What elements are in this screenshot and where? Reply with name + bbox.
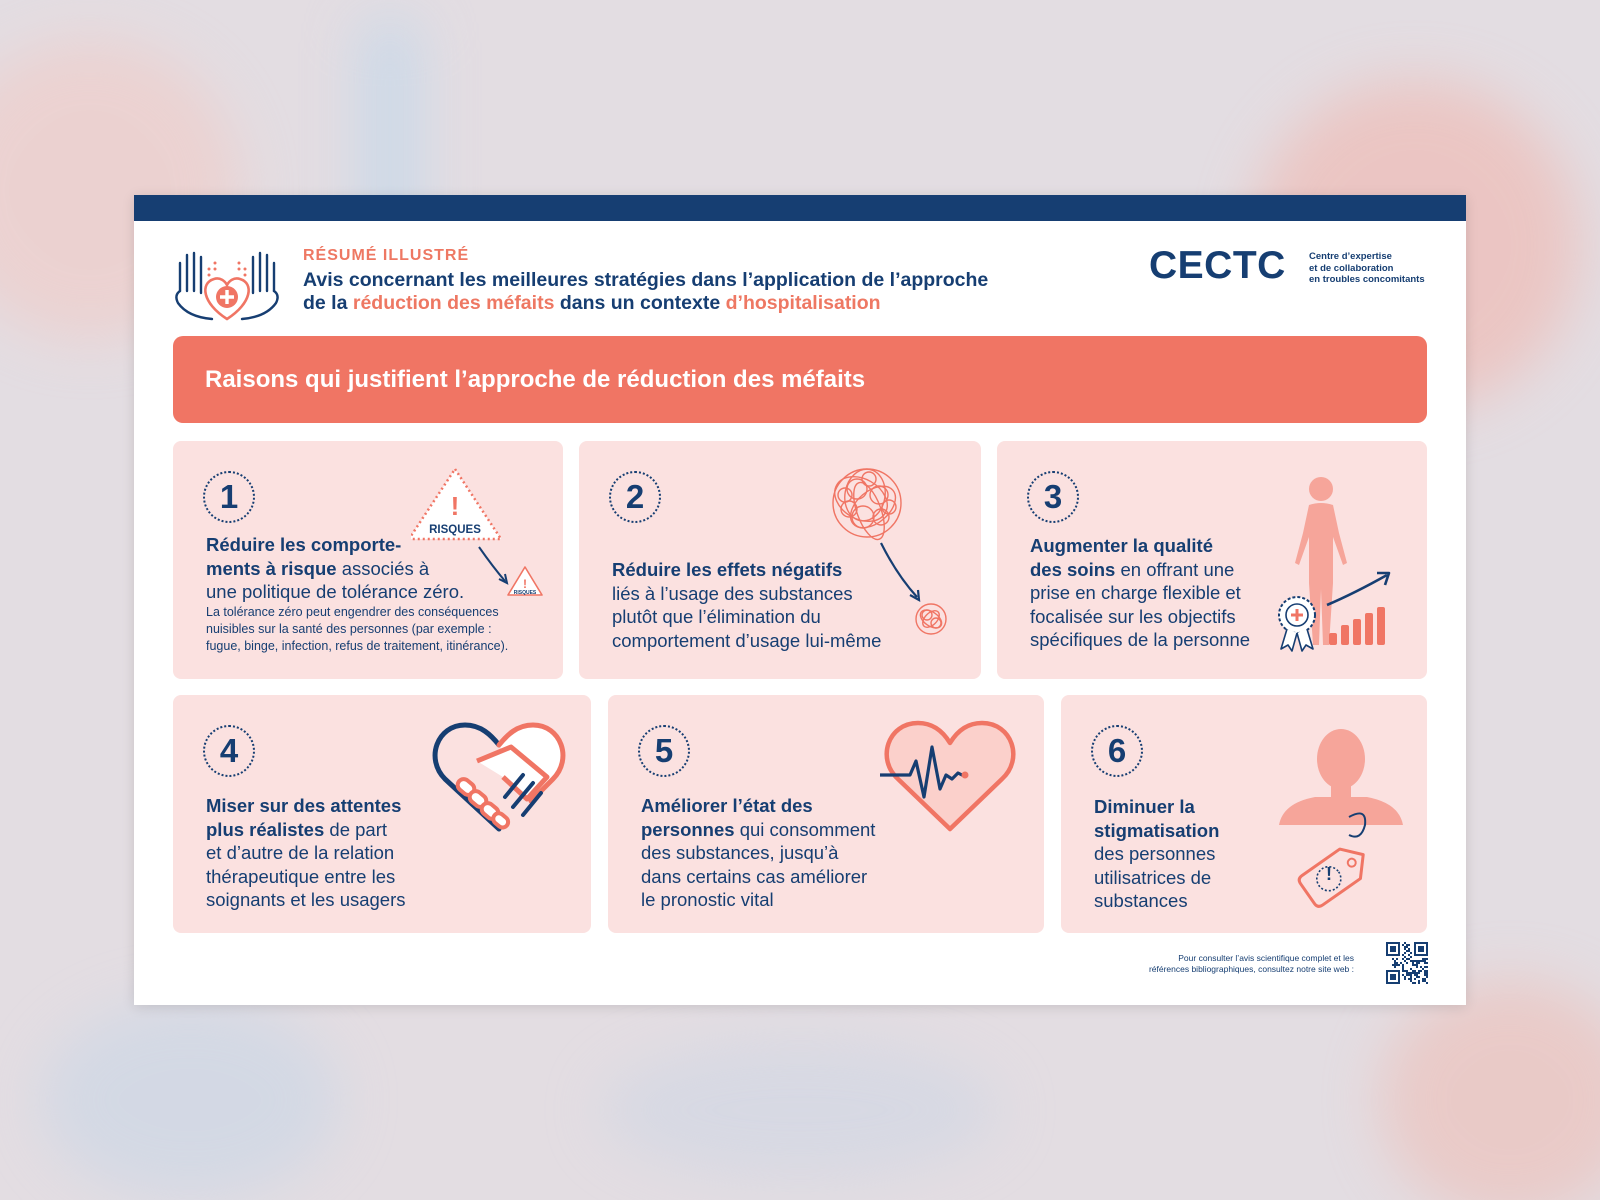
title-highlight: réduction des méfaits [352, 292, 555, 314]
card-bold: Augmenter la qualité [1030, 535, 1213, 556]
footer-line: références bibliographiques, consultez notre site web : [1148, 964, 1354, 974]
card-bold: ments à risque [206, 557, 337, 579]
note-line: La tolérance zéro peut engendrer des conséquences [206, 605, 499, 619]
card-line: le pronostic vital [641, 889, 774, 910]
qr-code-icon[interactable] [1386, 942, 1428, 984]
warning-mark: ! [450, 491, 460, 521]
card-line [1094, 819, 1314, 843]
card-line [612, 558, 932, 582]
card-line [206, 818, 506, 842]
card-line: plutôt que l’élimination du [612, 606, 821, 627]
footer-line: Pour consulter l’avis scientifique complet et les [1178, 953, 1354, 963]
card-text [1094, 795, 1314, 913]
card-line: spécifiques de la personne [1030, 629, 1251, 650]
stigma-mark: ! [1326, 864, 1332, 884]
card-rest: qui consomment [734, 818, 876, 840]
card-bold: Réduire les comporte- [206, 534, 402, 555]
card-text [612, 558, 932, 652]
card-bold: Améliorer l’état des [641, 795, 813, 816]
card-line [641, 794, 941, 818]
card-text [206, 794, 506, 912]
card-line: dans certains cas améliorer [641, 865, 868, 887]
card-line: substances [1094, 890, 1188, 911]
title-line-2 [303, 292, 1083, 315]
bg-blob [1380, 980, 1600, 1200]
card-3 [997, 441, 1427, 679]
card-4 [173, 695, 591, 933]
card-line: comportement d’usage lui-même [612, 629, 882, 651]
card-number: 4 [203, 725, 255, 777]
note-line: fugue, binge, infection, refus de traitement, itinérance). [206, 639, 509, 653]
logo-sub-line: et de collaboration [1309, 262, 1394, 274]
title-highlight: d’hospitalisation [725, 292, 881, 314]
warning-mark-small: ! [523, 577, 527, 591]
card-line: thérapeutique entre les [206, 865, 396, 887]
card-rest: de part [324, 818, 388, 840]
title-text: dans un contexte [554, 292, 726, 314]
bg-blob [600, 1040, 1000, 1180]
card-line: liés à l’usage des substances [612, 582, 853, 604]
card-5 [608, 695, 1044, 933]
hands-heart-icon [172, 243, 282, 325]
card-line: utilisatrices de [1094, 866, 1212, 888]
card-2 [579, 441, 981, 679]
card-bold: stigmatisation [1094, 819, 1220, 841]
title-line-1: Avis concernant les meilleures stratégies dans l’application de l’approche [303, 269, 989, 291]
card-number: 1 [203, 471, 255, 523]
risques-label-small: RISQUES [513, 590, 537, 596]
card-line: et d’autre de la relation [206, 842, 395, 863]
card-bold: Réduire les effets négatifs [612, 559, 843, 580]
card-bold: plus réalistes [206, 818, 325, 840]
card-1 [173, 441, 563, 679]
card-number: 3 [1027, 471, 1079, 523]
poster [134, 195, 1466, 1005]
card-line: une politique de tolérance zéro. [206, 581, 465, 602]
card-rest: associés à [336, 557, 430, 579]
card-number: 6 [1091, 725, 1143, 777]
logo-sub-line: Centre d’expertise [1309, 251, 1392, 262]
card-text [641, 794, 941, 912]
card-line: prise en charge flexible et [1030, 582, 1241, 603]
card-number: 2 [609, 471, 661, 523]
card-bold: personnes [641, 818, 735, 840]
risques-label: RISQUES [429, 524, 481, 536]
logo-sub-line: en troubles concomitants [1309, 274, 1425, 285]
card-6 [1061, 695, 1427, 933]
card-line: des substances, jusqu’à [641, 842, 839, 863]
footer-note [1114, 953, 1354, 975]
card-line: soignants et les usagers [206, 889, 406, 910]
card-note [206, 604, 556, 655]
page-title [303, 269, 1083, 315]
card-line [1030, 558, 1330, 582]
card-line [1094, 795, 1314, 819]
logo-subtitle [1309, 251, 1444, 286]
card-rest: en offrant une [1115, 558, 1235, 580]
note-line: nuisibles sur la santé des personnes (par exemple : [206, 622, 492, 636]
top-bar [134, 195, 1466, 221]
card-bold: Diminuer la [1094, 796, 1195, 817]
card-text [206, 533, 526, 604]
card-line [1030, 534, 1330, 558]
card-bold: Miser sur des attentes [206, 795, 402, 816]
eyebrow-label: RÉSUMÉ ILLUSTRÉ [303, 247, 470, 264]
bg-blob [40, 1000, 340, 1200]
card-bold: des soins [1030, 558, 1116, 580]
card-line [206, 557, 526, 581]
section-banner [173, 336, 1427, 423]
title-text: de la [303, 292, 353, 314]
card-line [206, 533, 526, 557]
card-text [1030, 534, 1330, 652]
card-line: des personnes [1094, 843, 1216, 864]
card-line: focalisée sur les objectifs [1030, 605, 1236, 627]
cectc-logo [1149, 245, 1439, 287]
card-line [641, 818, 941, 842]
banner-title: Raisons qui justifient l’approche de réduction des méfaits [205, 366, 866, 393]
card-number: 5 [638, 725, 690, 777]
logo-name: CECTC [1149, 244, 1286, 287]
card-line [206, 794, 506, 818]
